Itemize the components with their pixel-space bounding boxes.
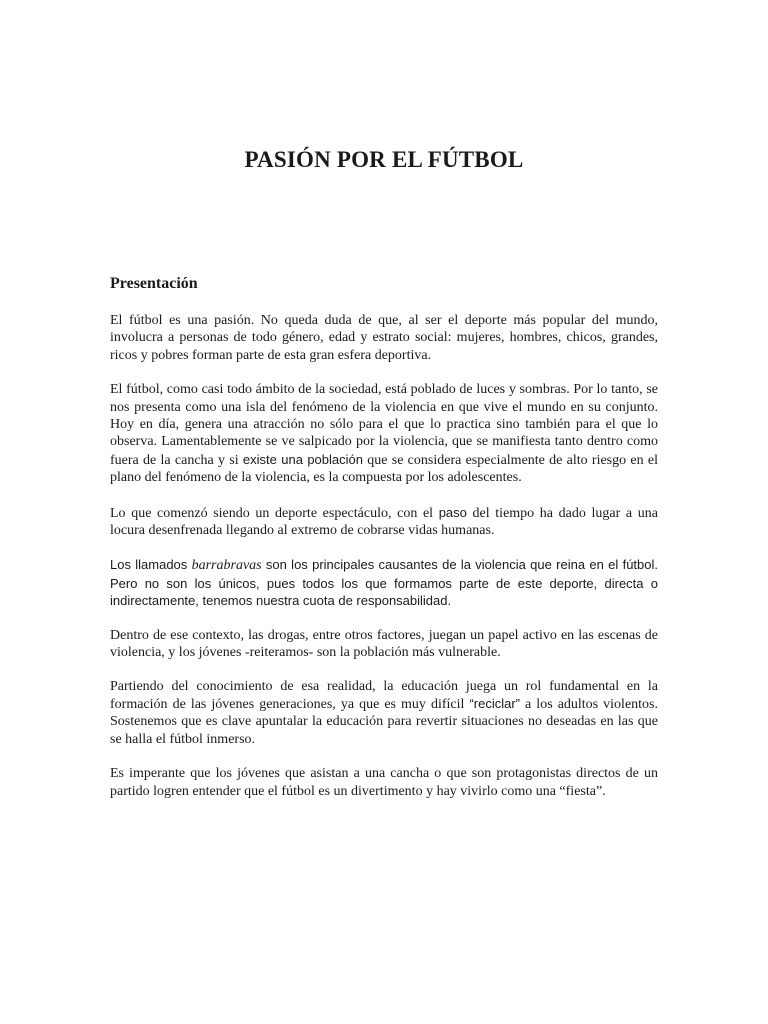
document-title: PASIÓN POR EL FÚTBOL <box>244 147 524 172</box>
paragraph-3-text-a: Lo que comenzó siendo un deporte espectáculo, con el <box>110 505 439 521</box>
paragraph-4 <box>110 556 658 609</box>
paragraph-2-text-a: El fútbol, como casi todo ámbito de la sociedad, está poblado de luces y sombras. Por lo tanto, se nos presenta como una isla del fenómeno de la violencia en que vive el mundo en su conjunto. Hoy en día, genera una atracción no sólo para el que lo practica sino también para el que lo observa. Lamentablemente se ve salpicado por la violencia, que se manifiesta tanto dentro como fuera de la cancha y si <box>110 382 658 468</box>
paragraph-4-text-c: son los principales causantes de la violencia que reina en el fútbol. Pero no son los únicos, pues todos los que formamos parte de este deporte, directa o indirectamente, tenemos nuestra cuota de responsabilidad. <box>110 557 658 609</box>
paragraph-6-text-a: Partiendo del conocimiento de esa realidad, la educación juega un rol fundamental en la formación de las jóvenes generaciones, ya que es muy difícil <box>110 678 658 712</box>
paragraph-6 <box>110 678 658 749</box>
paragraph-3 <box>110 504 658 540</box>
section-heading: Presentación <box>110 275 198 292</box>
paragraph-5: Dentro de ese contexto, las drogas, entre otros factores, juegan un papel activo en las escenas de violencia, y los jóvenes -reiteramos- son la población más vulnerable. <box>110 627 658 661</box>
paragraph-4-text-a: Los llamados <box>110 557 192 573</box>
paragraph-3-text-b: paso <box>438 504 467 520</box>
paragraph-6-text-b: “reciclar” <box>469 695 521 711</box>
paragraph-4-text-b: barrabravas <box>191 558 262 574</box>
paragraph-2-text-c: que se considera especialmente de alto riesgo en el plano del fenómeno de la violencia, es la compuesta por los adolescentes. <box>110 452 658 486</box>
paragraph-2 <box>110 381 658 486</box>
paragraph-7: Es imperante que los jóvenes que asistan a una cancha o que son protagonistas directos de un partido logren entender que el fútbol es un divertimento y hay vivirlo como una “fiesta”. <box>110 766 658 799</box>
document-body <box>110 312 658 817</box>
paragraph-1: El fútbol es una pasión. No queda duda de que, al ser el deporte más popular del mundo, involucra a personas de todo género, edad y estrato social: mujeres, hombres, chicos, grandes, ricos y pobres forman parte de esta gran esfera deportiva. <box>110 313 658 363</box>
paragraph-2-text-b: existe una población <box>242 451 363 467</box>
paragraph-3-text-c: del tiempo ha dado lugar a una locura desenfrenada llegando al extremo de cobrarse vidas humanas. <box>110 505 658 539</box>
paragraph-6-text-c: a los adultos violentos. Sostenemos que es clave apuntalar la educación para revertir situaciones no deseadas en las que se halla el fútbol inmerso. <box>110 696 659 747</box>
